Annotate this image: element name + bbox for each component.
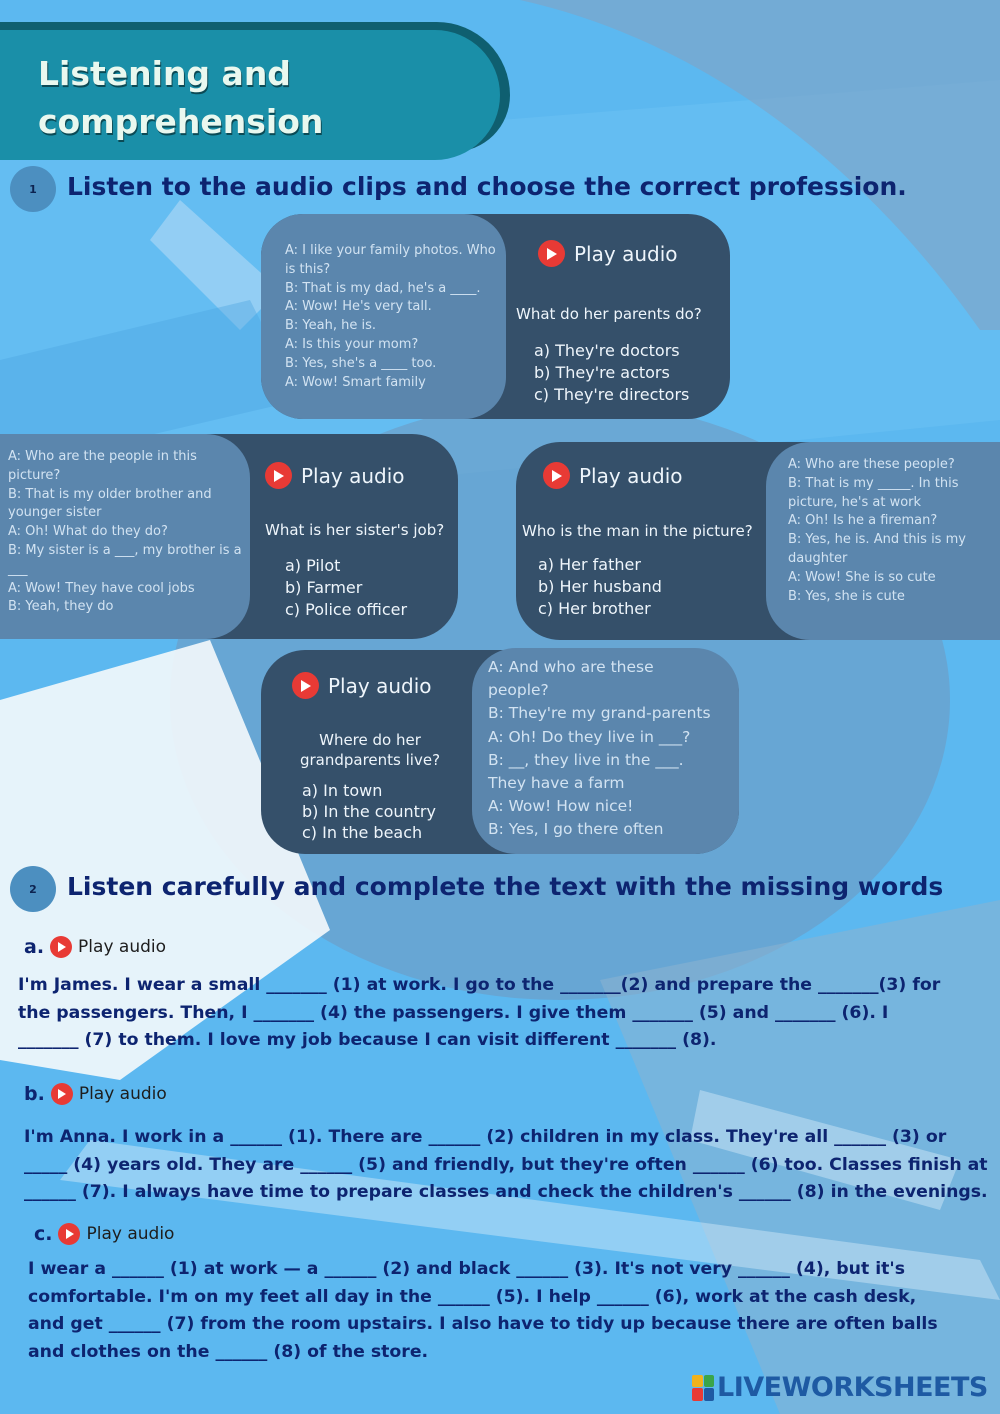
dialog-line: B: That is my dad, he's a ____. (285, 280, 481, 296)
dialog-line: A: Wow! Smart family (285, 374, 426, 390)
play-icon[interactable] (292, 672, 319, 699)
card-1-play[interactable] (538, 240, 678, 267)
play-audio-label[interactable]: Play audio (78, 937, 167, 957)
play-audio-label[interactable]: Play audio (86, 1224, 175, 1244)
play-icon[interactable] (58, 1223, 80, 1245)
option-c[interactable]: c) In the beach (302, 823, 423, 842)
dialog-line: A: Oh! What do they do? (8, 524, 168, 540)
part-a-text (18, 972, 988, 1055)
card-4-options (302, 780, 436, 843)
card-3-question: Who is the man in the picture? (522, 522, 753, 540)
card-3-play[interactable] (543, 462, 683, 489)
part-letter: c. (34, 1223, 53, 1245)
card-3-dialog (766, 442, 1000, 640)
page-title: Listening and comprehension (38, 54, 324, 141)
option-b[interactable]: b) Her husband (538, 577, 662, 596)
liveworksheets-logo-icon (692, 1375, 714, 1401)
dialog-line: A: Is this your mom? (285, 336, 419, 352)
option-a[interactable]: a) They're doctors (534, 341, 680, 360)
text-line: _______ (7) to them. I love my job because I can visit different _______ (8). (18, 1030, 717, 1050)
text-line: the passengers. Then, I _______ (4) the passengers. I give them _______ (5) and _______ (6). I (18, 1002, 889, 1023)
card-2-dialog (0, 434, 250, 639)
card-4-question: Where do her grandparents live? (299, 731, 441, 769)
card-1-question: What do her parents do? (516, 305, 702, 323)
play-icon[interactable] (50, 936, 72, 958)
card-4-dialog (472, 648, 739, 854)
dialog-line: A: And who are these people? (488, 658, 654, 700)
dialog-line: B: They're my grand-parents (488, 704, 711, 723)
dialog-line: B: That is my _____. In this picture, he's at work (788, 475, 959, 510)
play-icon[interactable] (543, 462, 570, 489)
dialog-line: B: __, they live in the ___. (488, 750, 684, 769)
dialog-line: A: Wow! They have cool jobs (8, 580, 195, 596)
dialog-line: A: Oh! Is he a fireman? (788, 513, 938, 529)
section-1-heading: Listen to the audio clips and choose the correct profession. (67, 172, 907, 201)
play-audio-label[interactable]: Play audio (328, 673, 432, 698)
dialog-line: B: Yeah, he is. (285, 318, 376, 334)
play-audio-label[interactable]: Play audio (301, 463, 405, 488)
dialog-line: A: Wow! She is so cute (788, 569, 936, 585)
logo-text: LIVEWORKSHEETS (717, 1372, 988, 1403)
part-letter: a. (24, 936, 45, 958)
part-b-text (24, 1124, 992, 1207)
dialog-line: A: Who are the people in this picture? (8, 449, 197, 483)
section-2-number: 2 (10, 866, 56, 912)
text-line: I'm Anna. I work in a ______ (1). There are ______ (2) children in my class. They're all ______ (3) or (24, 1127, 947, 1147)
play-icon[interactable] (538, 240, 565, 267)
card-2-play[interactable] (265, 462, 405, 489)
dialog-line: B: Yes, he is. And this is my daughter (788, 532, 966, 566)
text-line: _____ (4) years old. They are ______ (5) and friendly, but they're often ______ (6) too. Classes finish at (24, 1154, 988, 1175)
part-letter: b. (24, 1083, 45, 1105)
dialog-line: A: I like your family photos. Who is this? (285, 243, 496, 277)
text-line: and clothes on the ______ (8) of the store. (28, 1341, 429, 1362)
dialog-line: They have a farm (488, 774, 625, 793)
dialog-line: B: My sister is a ___, my brother is a ___ (8, 542, 242, 577)
play-audio-label[interactable]: Play audio (574, 241, 678, 266)
dialog-line: B: Yeah, they do (8, 599, 114, 615)
play-icon[interactable] (265, 462, 292, 489)
section-1-number: 1 (10, 166, 56, 212)
play-icon[interactable] (51, 1083, 73, 1105)
option-a[interactable]: a) In town (302, 781, 383, 800)
option-b[interactable]: b) They're actors (534, 363, 670, 382)
part-b-label (24, 1083, 167, 1105)
play-audio-label[interactable]: Play audio (78, 1084, 167, 1104)
part-c-label (34, 1223, 174, 1245)
text-line: I'm James. I wear a small _______ (1) at work. I go to the _______(2) and prepare the _______(3) for (18, 975, 941, 995)
card-1-options (534, 340, 689, 406)
option-c[interactable]: c) Police officer (285, 600, 408, 619)
dialog-line: B: Yes, she is cute (788, 588, 905, 604)
card-4-play[interactable] (292, 672, 432, 699)
card-2-question: What is her sister's job? (265, 521, 445, 539)
dialog-line: A: Oh! Do they live in ___? (488, 727, 691, 746)
section-2-heading: Listen carefully and complete the text with the missing words (67, 872, 944, 901)
text-line: I wear a ______ (1) at work — a ______ (2) and black ______ (3). It's not very ______ (4), but it's (28, 1259, 906, 1279)
play-audio-label[interactable]: Play audio (579, 463, 683, 488)
liveworksheets-logo (692, 1372, 988, 1403)
option-b[interactable]: b) Farmer (285, 578, 363, 597)
option-c[interactable]: c) Her brother (538, 599, 651, 618)
option-b[interactable]: b) In the country (302, 802, 436, 821)
text-line: ______ (7). I always have time to prepare classes and check the children's ______ (8) in the evenings. (24, 1182, 988, 1202)
dialog-line: A: Wow! How nice! (488, 797, 634, 816)
text-line: and get ______ (7) from the room upstairs. I also have to tidy up because there are often balls (28, 1314, 938, 1334)
card-2-options (285, 555, 407, 621)
part-a-label (24, 936, 166, 958)
card-1-dialog (261, 214, 506, 419)
card-3-options (538, 554, 662, 620)
option-a[interactable]: a) Her father (538, 555, 641, 574)
dialog-line: B: Yes, I go there often (488, 820, 664, 839)
dialog-line: A: Wow! He's very tall. (285, 299, 432, 315)
dialog-line: B: That is my older brother and younger sister (8, 486, 212, 521)
option-a[interactable]: a) Pilot (285, 556, 341, 575)
text-line: comfortable. I'm on my feet all day in the ______ (5). I help ______ (6), work at the cash desk, (28, 1286, 917, 1307)
dialog-line: B: Yes, she's a ____ too. (285, 355, 437, 371)
part-c-text (28, 1256, 988, 1366)
dialog-line: A: Who are these people? (788, 457, 955, 472)
option-c[interactable]: c) They're directors (534, 385, 690, 404)
